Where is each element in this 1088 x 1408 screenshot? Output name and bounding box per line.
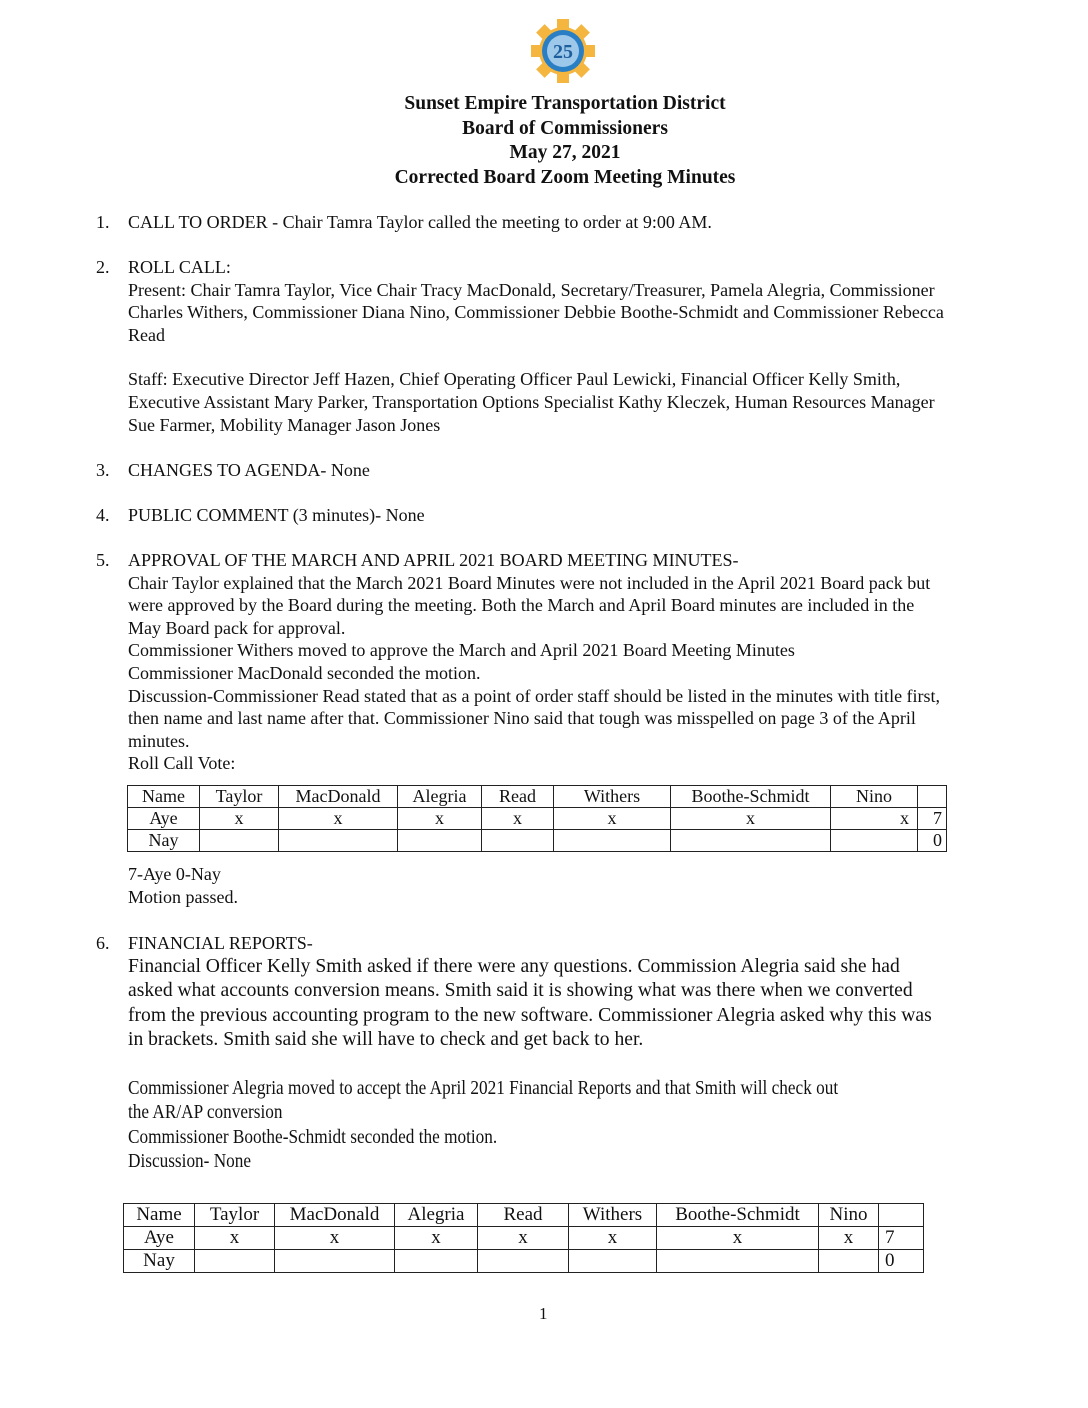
row-label: Nay <box>124 1250 195 1273</box>
roll-call-vote-table-minutes <box>127 785 947 852</box>
vote-cell: x <box>819 1227 879 1250</box>
document-header <box>0 92 1088 191</box>
gear-logo-icon <box>530 18 596 84</box>
vote-table-header-row <box>124 1204 924 1227</box>
vote-cell <box>831 830 918 852</box>
vote-cell <box>195 1250 275 1273</box>
motion-line: Commissioner Withers moved to approve the March and April 2021 Board Meeting Minutes <box>128 640 795 661</box>
staff-line: Staff: Executive Director Jeff Hazen, Chief Operating Officer Paul Lewicki, Financial Officer Kelly Smith, <box>128 369 901 390</box>
discussion-line: Discussion- None <box>128 1151 252 1173</box>
item-line: Chair Taylor explained that the March 2021 Board Minutes were not included in the April 2021 Board pack but <box>128 572 931 593</box>
item-line: were approved by the Board during the meeting. Both the March and April Board minutes are included in the <box>128 595 915 616</box>
row-label: Aye <box>128 808 200 830</box>
discussion-line: minutes. <box>128 730 190 751</box>
header-alegria: Alegria <box>398 786 482 808</box>
vote-table-row-nay <box>128 830 947 852</box>
present-line: Read <box>128 324 165 345</box>
header-withers: Withers <box>554 786 671 808</box>
header-total <box>879 1204 924 1227</box>
present-line: Charles Withers, Commissioner Diana Nino, Commissioner Debbie Boothe-Schmidt and Commissioner Rebecca <box>128 302 944 323</box>
financial-discussion-line: Financial Officer Kelly Smith asked if there were any questions. Commission Alegria said she had <box>128 955 900 977</box>
vote-cell: x <box>275 1227 395 1250</box>
item-number: 1. <box>96 212 110 232</box>
vote-cell <box>395 1250 478 1273</box>
second-line: Commissioner Boothe-Schmidt seconded the motion. <box>128 1126 498 1148</box>
vote-total: 0 <box>918 830 947 852</box>
vote-total: 7 <box>879 1227 924 1250</box>
vote-cell <box>482 830 554 852</box>
vote-table-row-aye <box>128 808 947 830</box>
row-label: Aye <box>124 1227 195 1250</box>
vote-cell: x <box>657 1227 819 1250</box>
vote-cell <box>275 1250 395 1273</box>
meeting-date: May 27, 2021 <box>509 142 621 164</box>
staff-line: Sue Farmer, Mobility Manager Jason Jones <box>128 414 441 435</box>
vote-cell: x <box>671 808 831 830</box>
header-macdonald: MacDonald <box>279 786 398 808</box>
vote-table-header-row <box>128 786 947 808</box>
vote-cell: x <box>831 808 918 830</box>
item-title: APPROVAL OF THE MARCH AND APRIL 2021 BOARD MEETING MINUTES- <box>128 550 739 570</box>
vote-cell <box>554 830 671 852</box>
header-boothe-schmidt: Boothe-Schmidt <box>671 786 831 808</box>
item-text: CHANGES TO AGENDA- None <box>128 460 370 480</box>
vote-cell <box>200 830 279 852</box>
second-line: Commissioner MacDonald seconded the motion. <box>128 662 481 683</box>
header-read: Read <box>478 1204 569 1227</box>
item-number: 6. <box>96 933 110 953</box>
item-title: ROLL CALL: <box>128 257 231 277</box>
financial-discussion-line: from the previous accounting program to the new software. Commissioner Alegria asked why this was <box>128 1004 932 1026</box>
item-title: FINANCIAL REPORTS- <box>128 933 313 953</box>
vote-cell: x <box>395 1227 478 1250</box>
vote-cell <box>398 830 482 852</box>
vote-total: 0 <box>879 1250 924 1273</box>
item-line: May Board pack for approval. <box>128 617 346 638</box>
header-taylor: Taylor <box>195 1204 275 1227</box>
present-line: Present: Chair Tamra Taylor, Vice Chair Tracy MacDonald, Secretary/Treasurer, Pamela Alegria, Commissioner <box>128 279 935 300</box>
vote-cell <box>279 830 398 852</box>
header-name: Name <box>128 786 200 808</box>
roll-call-vote-label: Roll Call Vote: <box>128 753 236 774</box>
item-number: 2. <box>96 257 110 277</box>
vote-cell <box>819 1250 879 1273</box>
staff-line: Executive Assistant Mary Parker, Transportation Options Specialist Kathy Kleczek, Human Resources Manager <box>128 391 935 412</box>
vote-cell <box>657 1250 819 1273</box>
page-number: 1 <box>539 1304 548 1323</box>
financial-discussion-line: in brackets. Smith said she will have to check and get back to her. <box>128 1029 644 1051</box>
vote-cell <box>569 1250 657 1273</box>
header-taylor: Taylor <box>200 786 279 808</box>
svg-text:25: 25 <box>553 41 573 63</box>
vote-result <box>128 863 238 908</box>
motion-line: the AR/AP conversion <box>128 1102 283 1124</box>
vote-cell: x <box>398 808 482 830</box>
discussion-line: then name and last name after that. Commissioner Nino said that tough was misspelled on page 3 of the April <box>128 708 916 729</box>
vote-tally: 7-Aye 0-Nay <box>128 864 221 884</box>
vote-cell: x <box>554 808 671 830</box>
header-boothe-schmidt: Boothe-Schmidt <box>657 1204 819 1227</box>
financial-discussion-line: asked what accounts conversion means. Smith said it is showing what was there when we converted <box>128 980 913 1002</box>
board-name: Board of Commissioners <box>462 117 668 139</box>
vote-cell: x <box>482 808 554 830</box>
item-number: 5. <box>96 550 110 570</box>
vote-cell <box>478 1250 569 1273</box>
header-name: Name <box>124 1204 195 1227</box>
motion-result: Motion passed. <box>128 886 238 907</box>
vote-cell: x <box>195 1227 275 1250</box>
item-number: 4. <box>96 505 110 525</box>
header-withers: Withers <box>569 1204 657 1227</box>
vote-table-row-nay <box>124 1250 924 1273</box>
vote-cell: x <box>279 808 398 830</box>
motion-line: Commissioner Alegria moved to accept the April 2021 Financial Reports and that Smith will check out <box>128 1077 839 1099</box>
document-title: Corrected Board Zoom Meeting Minutes <box>394 167 736 189</box>
vote-total: 7 <box>918 808 947 830</box>
header-alegria: Alegria <box>395 1204 478 1227</box>
header-read: Read <box>482 786 554 808</box>
item-number: 3. <box>96 460 110 480</box>
roll-call-vote-table-financial <box>123 1203 924 1273</box>
row-label: Nay <box>128 830 200 852</box>
vote-cell: x <box>478 1227 569 1250</box>
discussion-line: Discussion-Commissioner Read stated that as a point of order staff should be listed in the minutes with title first, <box>128 685 941 706</box>
header-total <box>918 786 947 808</box>
item-text: PUBLIC COMMENT (3 minutes)- None <box>128 505 425 525</box>
organization-name: Sunset Empire Transportation District <box>404 93 726 114</box>
header-macdonald: MacDonald <box>275 1204 395 1227</box>
vote-cell <box>671 830 831 852</box>
vote-cell: x <box>569 1227 657 1250</box>
item-text: CALL TO ORDER - Chair Tamra Taylor called the meeting to order at 9:00 AM. <box>128 212 712 232</box>
header-nino: Nino <box>831 786 918 808</box>
vote-table-row-aye <box>124 1227 924 1250</box>
header-nino: Nino <box>819 1204 879 1227</box>
district-logo <box>530 18 596 84</box>
vote-cell: x <box>200 808 279 830</box>
